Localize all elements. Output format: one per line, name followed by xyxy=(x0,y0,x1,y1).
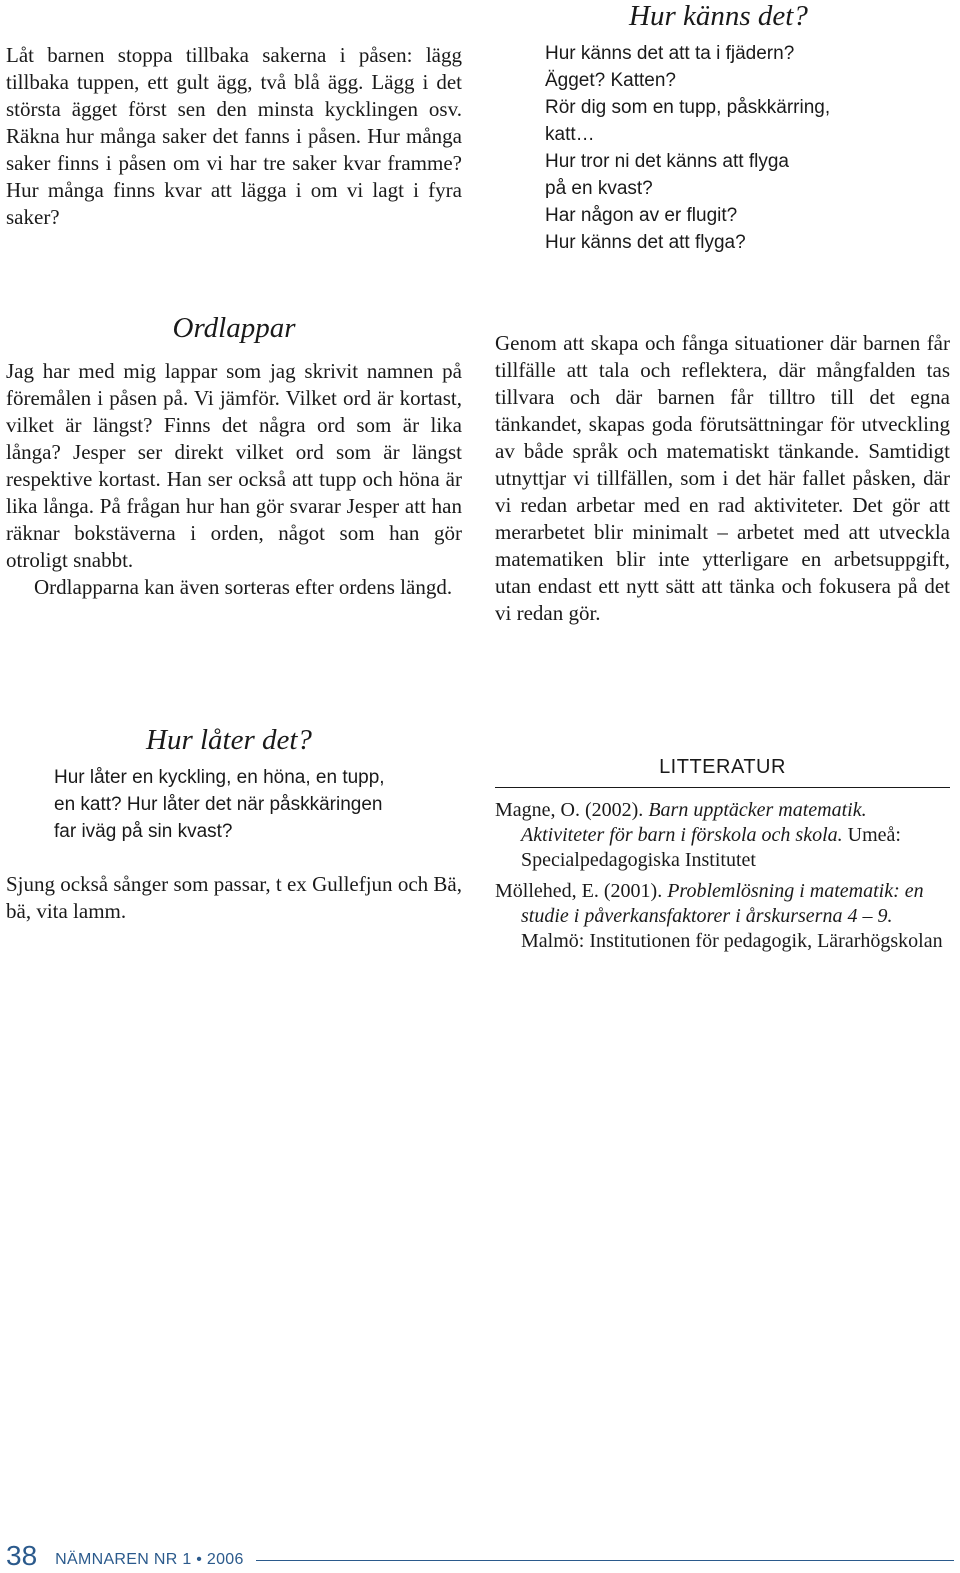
kanns-line: Ägget? Katten? xyxy=(545,70,676,91)
kanns-lines xyxy=(545,40,945,256)
kanns-line: Rör dig som en tupp, påskkärring, xyxy=(545,97,831,118)
footer-rule xyxy=(256,1560,954,1561)
later-section xyxy=(6,724,462,925)
reflection-paragraph: Genom att skapa och fånga situationer där barnen får tillfälle att tala och reflektera, där mångfalden tas tillvara och där barnen får tilltro till det egna tänkandet, skapas goda förutsättningar för utveckling av både språk och matematiskt tänkande. Samtidigt utnyttjar vi tillfällen, som i det här fallet påsken, där vi redan arbetar med en rad aktiviteter. Det gör att merarbetet blir minimalt – arbetet med att utveckla matematiken blir inte ytterligare en arbetsuppgift, utan endast ett nytt sätt att tänka och fokusera på det vi redan gör. xyxy=(495,331,950,625)
reference-publisher: Umeå: Specialpedagogiska Institutet xyxy=(521,824,901,871)
later-line: far iväg på sin kvast? xyxy=(54,821,233,842)
later-heading: Hur låter det? xyxy=(146,724,312,756)
kanns-heading: Hur känns det? xyxy=(629,0,808,32)
reference-item xyxy=(495,798,950,873)
ordlappar-paragraph: Jag har med mig lappar som jag skrivit namnen på föremålen i påsen på. Vi jämför. Vilket ord är kortast, vilket är längst? Finns det några ord som är lika långa? Jesper ser direkt vilket ord som är längst respektive kortast. Han ser också att tupp och höna är lika långa. På frågan hur han gör svarar Jesper att han räknar bokstäverna i orden, något som han gör otroligt snabbt. xyxy=(6,359,462,572)
ordlappar-paragraph-2: Ordlapparna kan även sorteras efter ordens längd. xyxy=(34,575,453,599)
songs-paragraph: Sjung också sånger som passar, t ex Gullefjun och Bä, bä, vita lamm. xyxy=(6,872,462,923)
litteratur-heading: LITTERATUR xyxy=(495,756,950,788)
reference-author: Magne, O. (2002). xyxy=(495,799,644,821)
kanns-line: på en kvast? xyxy=(545,178,653,199)
kanns-line: Har någon av er flugit? xyxy=(545,205,738,226)
page-footer xyxy=(6,1531,954,1571)
litteratur-section xyxy=(495,756,950,960)
intro-paragraph: Låt barnen stoppa tillbaka sakerna i påsen: lägg tillbaka tuppen, ett gult ägg, två blå ägg. Lägg i det största ägget först sen den minsta kycklingen osv. Räkna hur många saker det fanns i påsen. Hur många saker finns i påsen om vi har tre saker kvar framme? Hur många finns kvar att lägga i om vi lagt i fyra saker? xyxy=(6,43,462,229)
kanns-line: Hur tror ni det känns att flyga xyxy=(545,151,789,172)
reference-item xyxy=(495,879,950,954)
reference-title: Problemlösning i matematik: en studie i påverkansfaktorer i årskurserna 4 – 9. xyxy=(521,880,924,927)
kanns-line: katt… xyxy=(545,124,595,145)
reference-title: Barn upptäcker matematik. Aktiviteter för barn i förskola och skola. xyxy=(521,799,867,846)
kanns-line: Hur känns det att ta i fjädern? xyxy=(545,43,795,64)
journal-name: NÄMNAREN NR 1 • 2006 xyxy=(55,1551,244,1568)
ordlappar-heading: Ordlappar xyxy=(172,312,296,344)
kanns-line: Hur känns det att flyga? xyxy=(545,232,746,253)
page-number: 38 xyxy=(6,1540,38,1571)
later-line: en katt? Hur låter det när påskkäringen xyxy=(54,794,383,815)
later-line: Hur låter en kyckling, en höna, en tupp, xyxy=(54,767,385,788)
later-lines xyxy=(54,764,462,845)
ordlappar-section xyxy=(6,312,462,601)
kanns-section xyxy=(545,0,945,256)
reference-author: Möllehed, E. (2001). xyxy=(495,880,663,902)
reference-publisher: Malmö: Institutionen för pedagogik, Lärarhögskolan xyxy=(521,930,943,952)
